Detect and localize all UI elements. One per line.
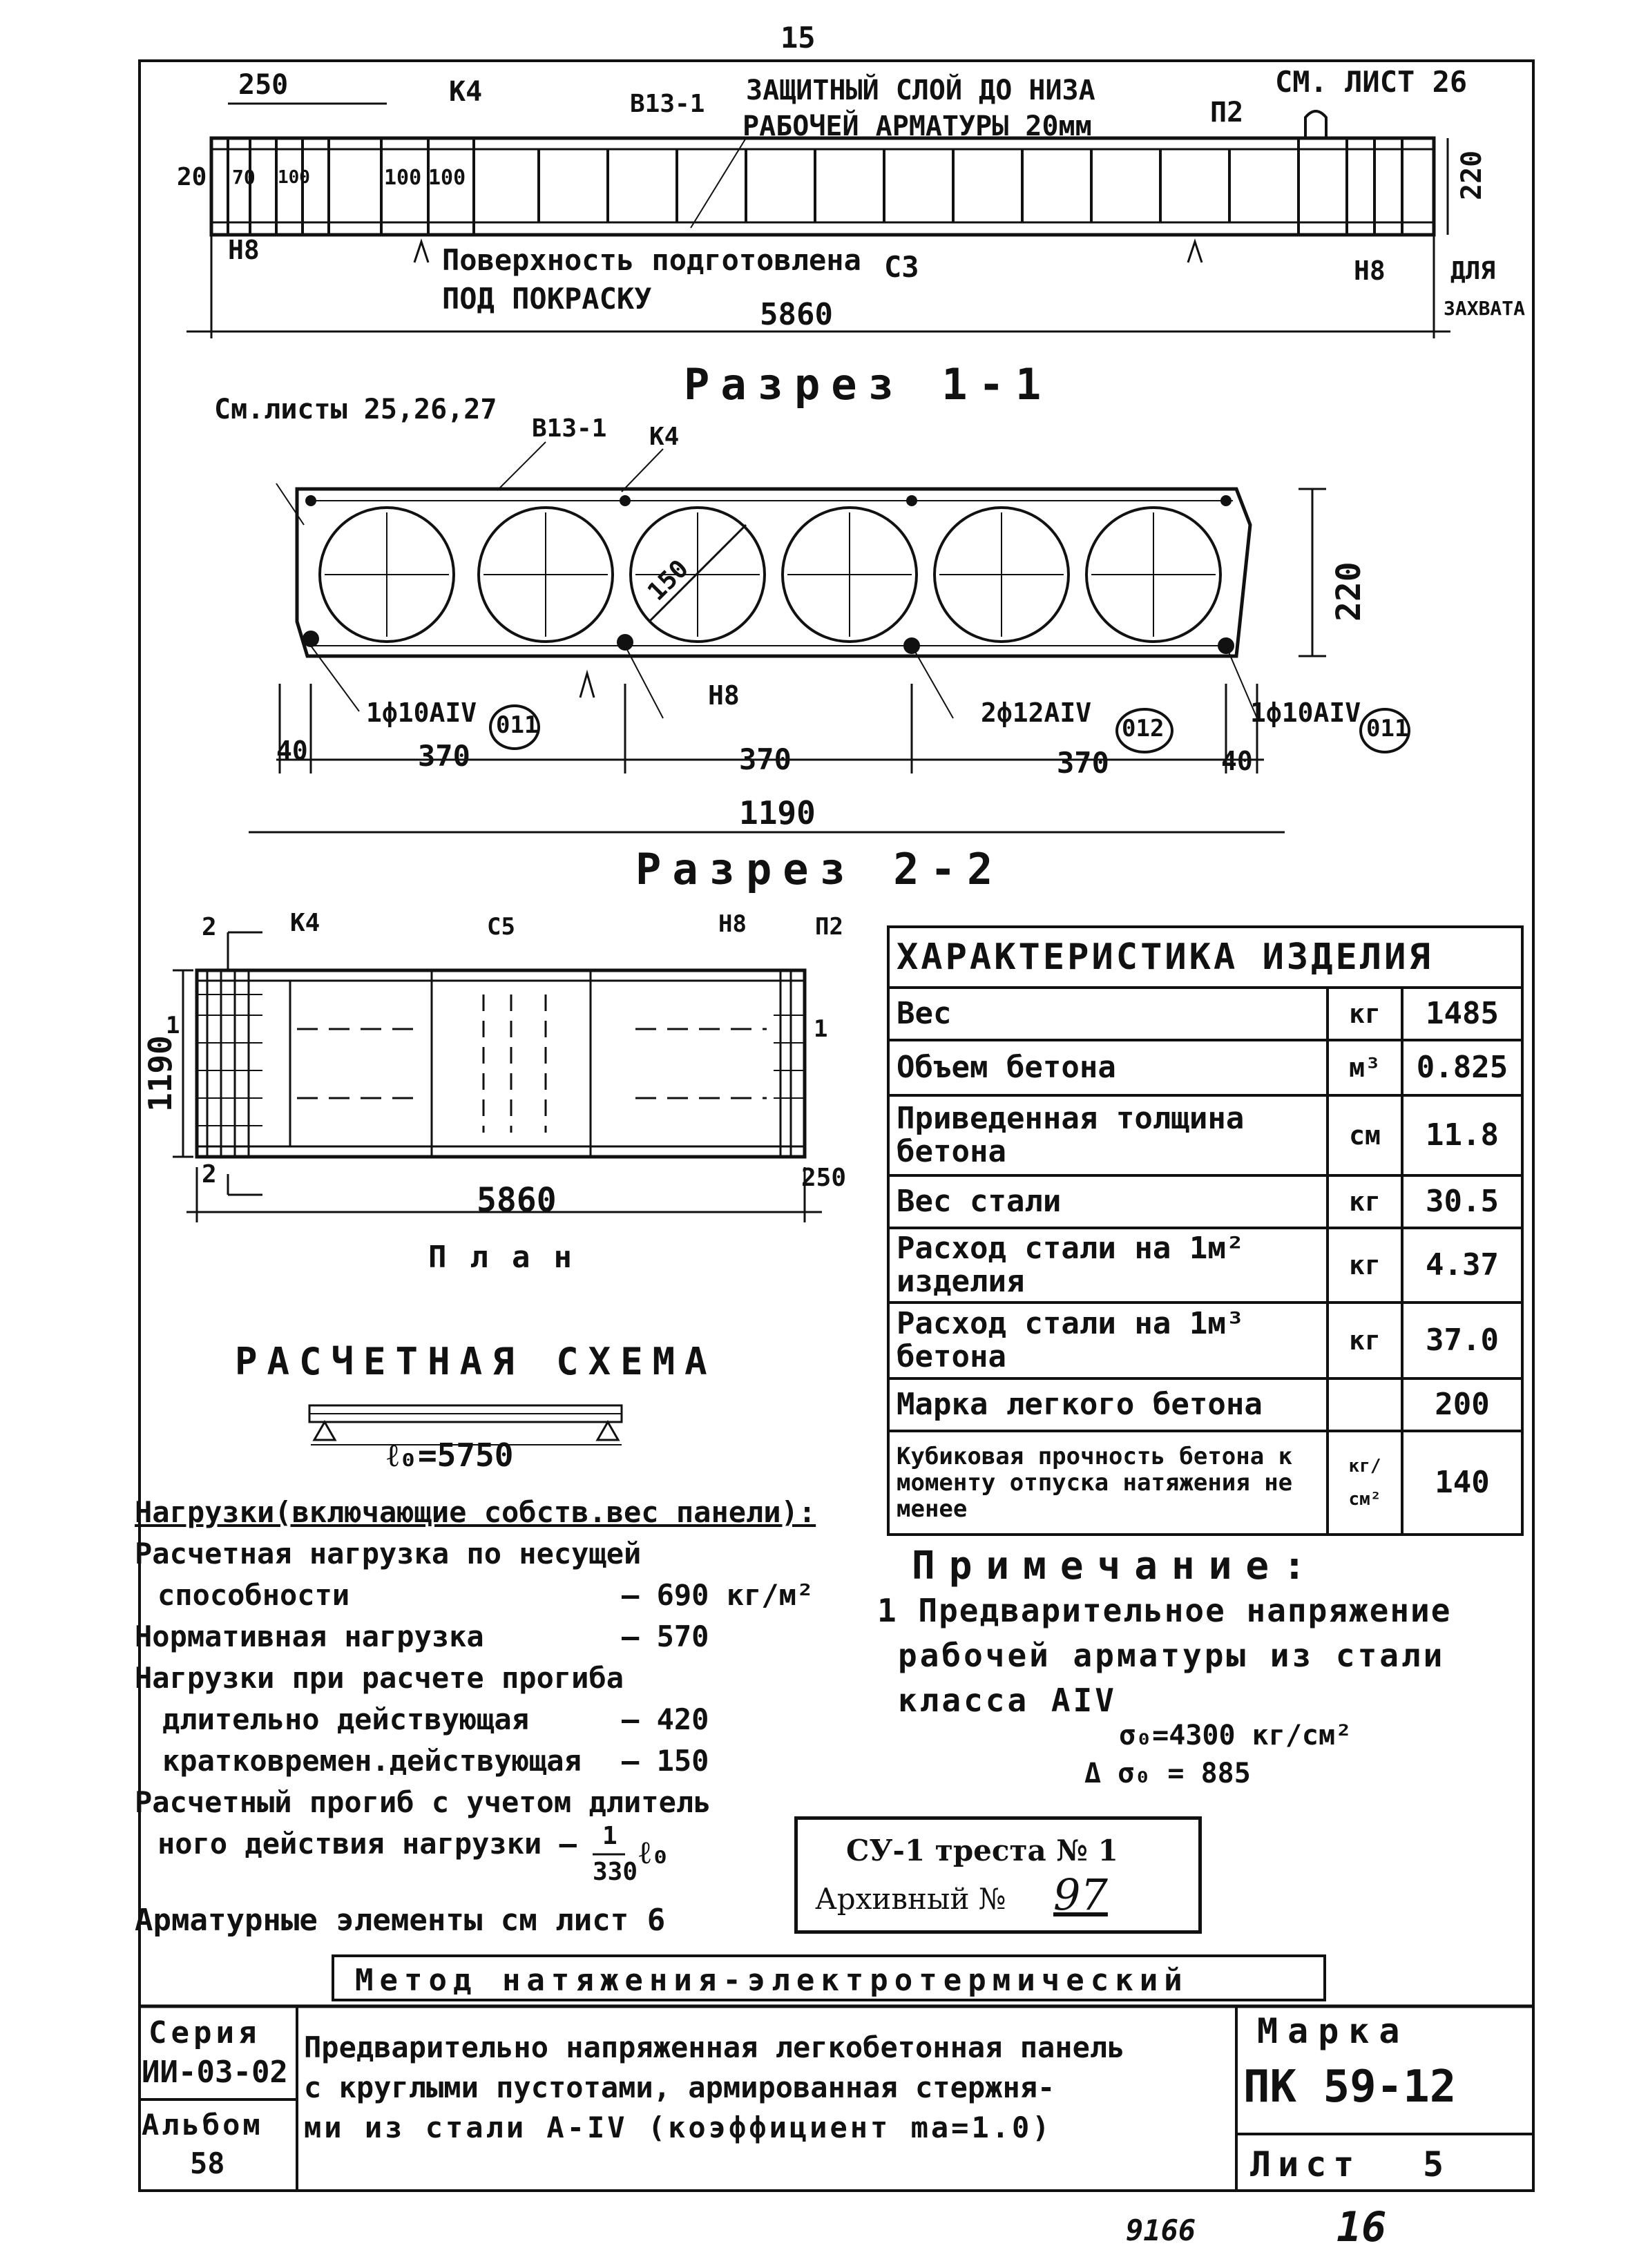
- loads-deflection-den: 330: [593, 1858, 638, 1886]
- see-sheet-26: СМ. ЛИСТ 26: [1275, 65, 1468, 99]
- char-unit: кг: [1328, 988, 1402, 1040]
- desc-line-2: с круглыми пустотами, армированная стержня-: [304, 2070, 1055, 2104]
- plan-mark-n8: Н8: [718, 910, 747, 938]
- rebar-right: 1ф10АIV: [1250, 698, 1361, 728]
- dim-40-left: 40: [276, 736, 308, 766]
- stamp-archive-label: Архивный №: [815, 1882, 1006, 1916]
- loads-deflection-1: Расчетный прогиб с учетом длитель: [135, 1785, 711, 1819]
- plan-mark-s5: С5: [487, 913, 515, 941]
- loads-deflection-sym: ℓ₀: [639, 1834, 670, 1871]
- loads-design-1: Расчетная нагрузка по несущей: [135, 1537, 642, 1570]
- see-sheets-25-27: См.листы 25,26,27: [214, 394, 497, 425]
- loads-normative-value: – 570: [622, 1620, 709, 1653]
- note-line-2: рабочей арматуры из стали: [898, 1637, 1446, 1674]
- char-value: 1485: [1402, 988, 1522, 1040]
- table-row: [888, 1228, 1522, 1303]
- char-label: Кубиковая прочность бетона к моменту отпуска натяжения не менее: [888, 1431, 1328, 1535]
- dim-370-a: 370: [418, 739, 470, 773]
- dia-150: 150: [642, 555, 695, 606]
- plan-mark-2-bot: 2: [202, 1160, 217, 1189]
- dim-370-c: 370: [1057, 746, 1109, 780]
- char-label: Приведенная толщина бетона: [888, 1095, 1328, 1175]
- loads-design-value: – 690 кг/м²: [622, 1578, 814, 1612]
- char-label: Вес: [888, 988, 1328, 1040]
- plan-length: 5860: [477, 1181, 557, 1220]
- dim-370-b: 370: [739, 742, 792, 776]
- table-row: [888, 1095, 1522, 1175]
- page-number: 15: [780, 21, 816, 55]
- series-value: ИИ-03-02: [142, 2055, 288, 2090]
- loads-normative: Нормативная нагрузка: [135, 1620, 484, 1653]
- rebar-right-code: 011: [1366, 715, 1409, 742]
- char-unit: [1328, 1378, 1402, 1431]
- desc-line-1: Предварительно напряженная легкобетонная панель: [304, 2030, 1125, 2064]
- char-value: 200: [1402, 1378, 1522, 1431]
- note-delta-sigma: Δ σ₀ = 885: [1084, 1758, 1251, 1789]
- loads-deflection-num: 1: [602, 1822, 617, 1850]
- rebar-left: 1ф10АIV: [366, 698, 477, 728]
- protect-layer-1: ЗАЩИТНЫЙ СЛОЙ ДО НИЗА: [746, 75, 1095, 106]
- characteristics-table: [887, 925, 1524, 1536]
- desc-line-3: ми из стали А-IV (коэффициент mа=1.0): [304, 2111, 1053, 2144]
- mark-v13-top: В13-1: [630, 90, 705, 118]
- album-value: 58: [190, 2146, 225, 2180]
- loads-design-2: способности: [157, 1578, 350, 1612]
- mark-v13-sec: В13-1: [532, 414, 607, 443]
- plan-mark-2-top: 2: [202, 913, 217, 941]
- height-220: 220: [1330, 561, 1368, 622]
- char-label: Вес стали: [888, 1175, 1328, 1228]
- char-unit: кг: [1328, 1228, 1402, 1303]
- loads-long-term-value: – 420: [622, 1702, 709, 1736]
- char-unit: кг: [1328, 1303, 1402, 1378]
- mark-value: ПК 59-12: [1243, 2062, 1457, 2113]
- rebar-mid-code: 012: [1122, 715, 1165, 742]
- section-2-title: Разрез 2-2: [635, 844, 1004, 894]
- char-value: 37.0: [1402, 1303, 1522, 1378]
- char-label: Расход стали на 1м² изделия: [888, 1228, 1328, 1303]
- plan-mark-p2: П2: [815, 913, 843, 941]
- dim-20: 20: [177, 163, 207, 191]
- sheet-label: Лист: [1250, 2144, 1361, 2184]
- char-value: 140: [1402, 1431, 1522, 1535]
- plan-mark-1-left: 1: [166, 1012, 180, 1039]
- mark-n8-sec: Н8: [708, 680, 740, 711]
- plan-mark-k4: К4: [290, 909, 320, 937]
- plan-width: 1190: [142, 1035, 179, 1112]
- char-unit: кг/см²: [1328, 1431, 1402, 1535]
- dim-250-top: 250: [238, 69, 289, 101]
- loads-long-term: длительно действующая: [162, 1702, 530, 1736]
- scheme-title: РАСЧЕТНАЯ СХЕМА: [235, 1340, 717, 1383]
- mark-s3: С3: [884, 250, 919, 284]
- dim-100-b: 100: [384, 166, 422, 190]
- note-title: Примечание:: [912, 1544, 1320, 1588]
- dim-1190: 1190: [739, 794, 816, 832]
- plan-view: [173, 932, 822, 1222]
- table-row: [888, 1303, 1522, 1378]
- char-label: Расход стали на 1м³ бетона: [888, 1303, 1328, 1378]
- dim-40-right: 40: [1221, 746, 1253, 776]
- char-label: Объем бетона: [888, 1040, 1328, 1095]
- rebar-elements-note: Арматурные элементы см лист 6: [135, 1903, 666, 1938]
- mark-k4-sec: К4: [649, 423, 680, 451]
- rebar-left-code: 011: [496, 711, 539, 739]
- loads-deflection-header: Нагрузки при расчете прогиба: [135, 1661, 624, 1695]
- table-row: [888, 1040, 1522, 1095]
- note-sigma: σ₀=4300 кг/см²: [1119, 1720, 1352, 1751]
- plan-mark-1-right: 1: [814, 1015, 828, 1043]
- sheet-value: 5: [1423, 2144, 1444, 2184]
- table-row: [888, 1431, 1522, 1535]
- plan-title: План: [428, 1240, 595, 1275]
- char-value: 11.8: [1402, 1095, 1522, 1175]
- method-box: [332, 1954, 1326, 2001]
- method-text: Метод натяжения-электротермический: [355, 1963, 1189, 1998]
- stamp-archive-num: 97: [1053, 1870, 1108, 1920]
- mark-p2-top: П2: [1210, 97, 1244, 128]
- for-grip-2: ЗАХВАТА: [1444, 297, 1526, 320]
- stamp-org: СУ-1 треста № 1: [846, 1834, 1118, 1867]
- surface-1: Поверхность подготовлена: [442, 243, 861, 277]
- rebar-mid: 2ф12АIV: [981, 698, 1092, 728]
- table-row: [888, 1175, 1522, 1228]
- char-unit: м³: [1328, 1040, 1402, 1095]
- char-unit: см: [1328, 1095, 1402, 1175]
- char-value: 0.825: [1402, 1040, 1522, 1095]
- footer-left-number: 9166: [1126, 2213, 1196, 2247]
- note-line-3: класса АIV: [898, 1682, 1117, 1719]
- mark-label: Марка: [1257, 2011, 1410, 2051]
- archive-stamp: [794, 1816, 1202, 1934]
- table-row: [888, 988, 1522, 1040]
- mark-n8-left: Н8: [228, 235, 260, 265]
- surface-2: ПОД ПОКРАСКУ: [442, 282, 652, 316]
- for-grip-1: ДЛЯ: [1450, 257, 1496, 285]
- protect-layer-2: РАБОЧЕЙ АРМАТУРЫ 20мм: [742, 110, 1092, 142]
- plan-dim-250: 250: [801, 1164, 847, 1192]
- scheme-span: ℓ₀=5750: [387, 1436, 514, 1474]
- mark-n8-right: Н8: [1354, 256, 1386, 286]
- char-label: Марка легкого бетона: [888, 1378, 1328, 1431]
- dim-100-a: 100: [278, 167, 310, 188]
- series-label: Серия: [148, 2015, 261, 2050]
- dim-70: 70: [232, 166, 256, 189]
- loads-header: Нагрузки(включающие собств.вес панели):: [135, 1495, 816, 1529]
- loads-deflection-2: ного действия нагрузки –: [157, 1827, 577, 1861]
- section-1-title: Разрез 1-1: [684, 359, 1053, 410]
- mark-k4-top: К4: [449, 76, 483, 108]
- char-unit: кг: [1328, 1175, 1402, 1228]
- album-label: Альбом: [142, 2108, 263, 2142]
- loads-short-term-value: – 150: [622, 1744, 709, 1778]
- characteristics-title: ХАРАКТЕРИСТИКА ИЗДЕЛИЯ: [888, 927, 1522, 988]
- footer-right-number: 16: [1336, 2203, 1387, 2251]
- table-row: [888, 1378, 1522, 1431]
- dim-220-top: 220: [1456, 150, 1488, 200]
- loads-short-term: кратковремен.действующая: [162, 1744, 582, 1778]
- dim-100-c: 100: [428, 166, 466, 190]
- char-value: 4.37: [1402, 1228, 1522, 1303]
- note-line-1: 1 Предварительное напряжение: [877, 1592, 1452, 1629]
- dim-length-top: 5860: [760, 297, 833, 332]
- char-value: 30.5: [1402, 1175, 1522, 1228]
